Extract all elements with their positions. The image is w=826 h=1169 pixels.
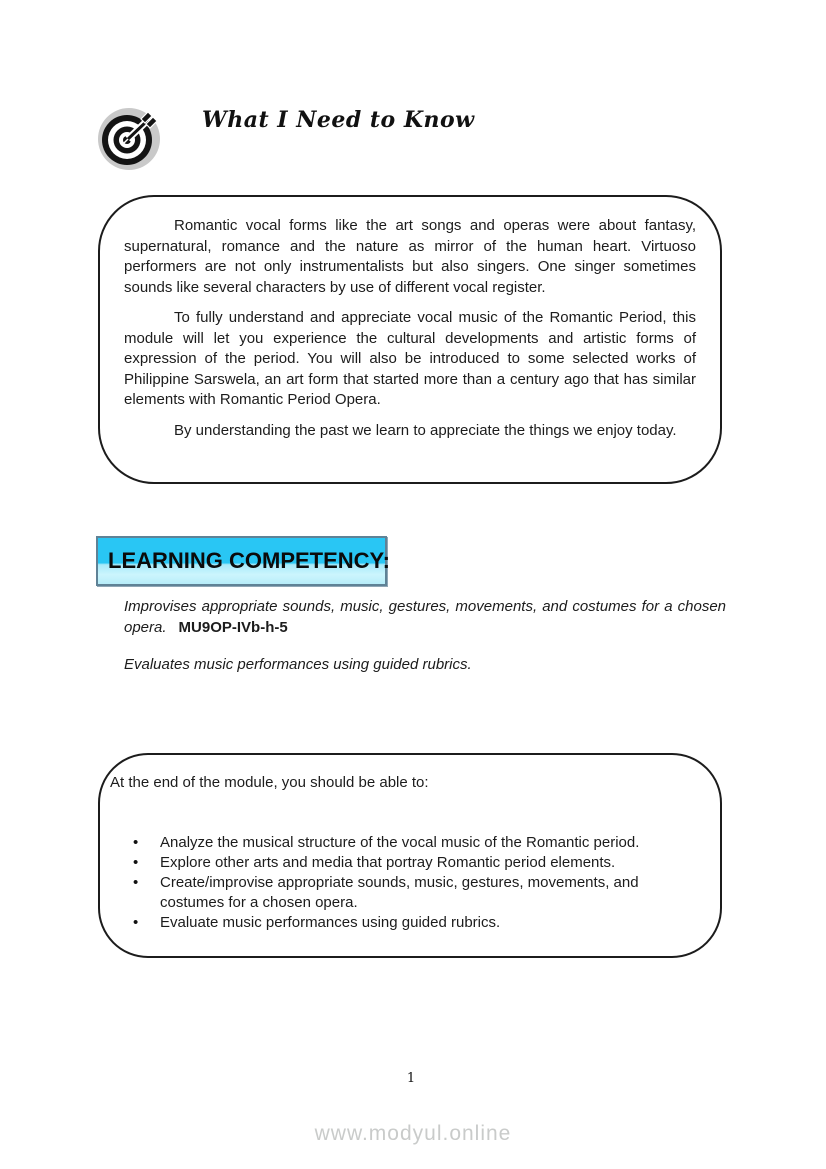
intro-paragraph-2: To fully understand and appreciate vocal music of the Romantic Period, this module will let you experience the cultural developments and artistic forms of expression of the period. You will also be introduced to some selected works of Philippine Sarswela, an art form that started more than a century ago that has similar elements with Romantic Period Opera. <box>124 309 696 408</box>
competency-item-1 <box>124 597 726 638</box>
objective-item-1: • Analyze the musical structure of the vocal music of the Romantic period. <box>133 833 700 853</box>
competency-item-2 <box>124 655 726 676</box>
objectives-intro: At the end of the module, you should be able to: <box>110 774 429 791</box>
intro-text-box <box>98 195 722 484</box>
competency-list <box>124 597 726 676</box>
page-number: 1 <box>406 1071 416 1086</box>
page-title: What I Need to Know <box>202 107 475 133</box>
objective-item-4: • Evaluate music performances using guided rubrics. <box>133 913 700 933</box>
objective-item-3: • Create/improvise appropriate sounds, music, gestures, movements, and costumes for a chosen opera. <box>133 873 700 913</box>
competency-item-1-code: MU9OP-IVb-h-5 <box>178 618 288 636</box>
objectives-box <box>98 753 722 958</box>
watermark: www.modyul.online <box>314 1122 512 1145</box>
learning-competency-heading: LEARNING COMPETENCY: <box>108 548 390 573</box>
competency-item-2-text: Evaluates music performances using guided rubrics. <box>124 656 472 673</box>
objectives-list <box>110 833 700 933</box>
learning-competency-banner <box>96 536 390 586</box>
target-icon <box>97 106 161 172</box>
intro-paragraph-3: By understanding the past we learn to appreciate the things we enjoy today. <box>174 421 677 439</box>
objective-item-2: • Explore other arts and media that portray Romantic period elements. <box>133 853 700 873</box>
intro-paragraph-1: Romantic vocal forms like the art songs and operas were about fantasy, supernatural, romance and the nature as mirror of the human heart. Virtuoso performers are not only instrumentalists but also singers. One singer sometimes sounds like several characters by use of different vocal register. <box>124 217 696 296</box>
competency-item-1-text: Improvises appropriate sounds, music, gestures, movements, and costumes for a chosen opera. <box>124 598 726 636</box>
